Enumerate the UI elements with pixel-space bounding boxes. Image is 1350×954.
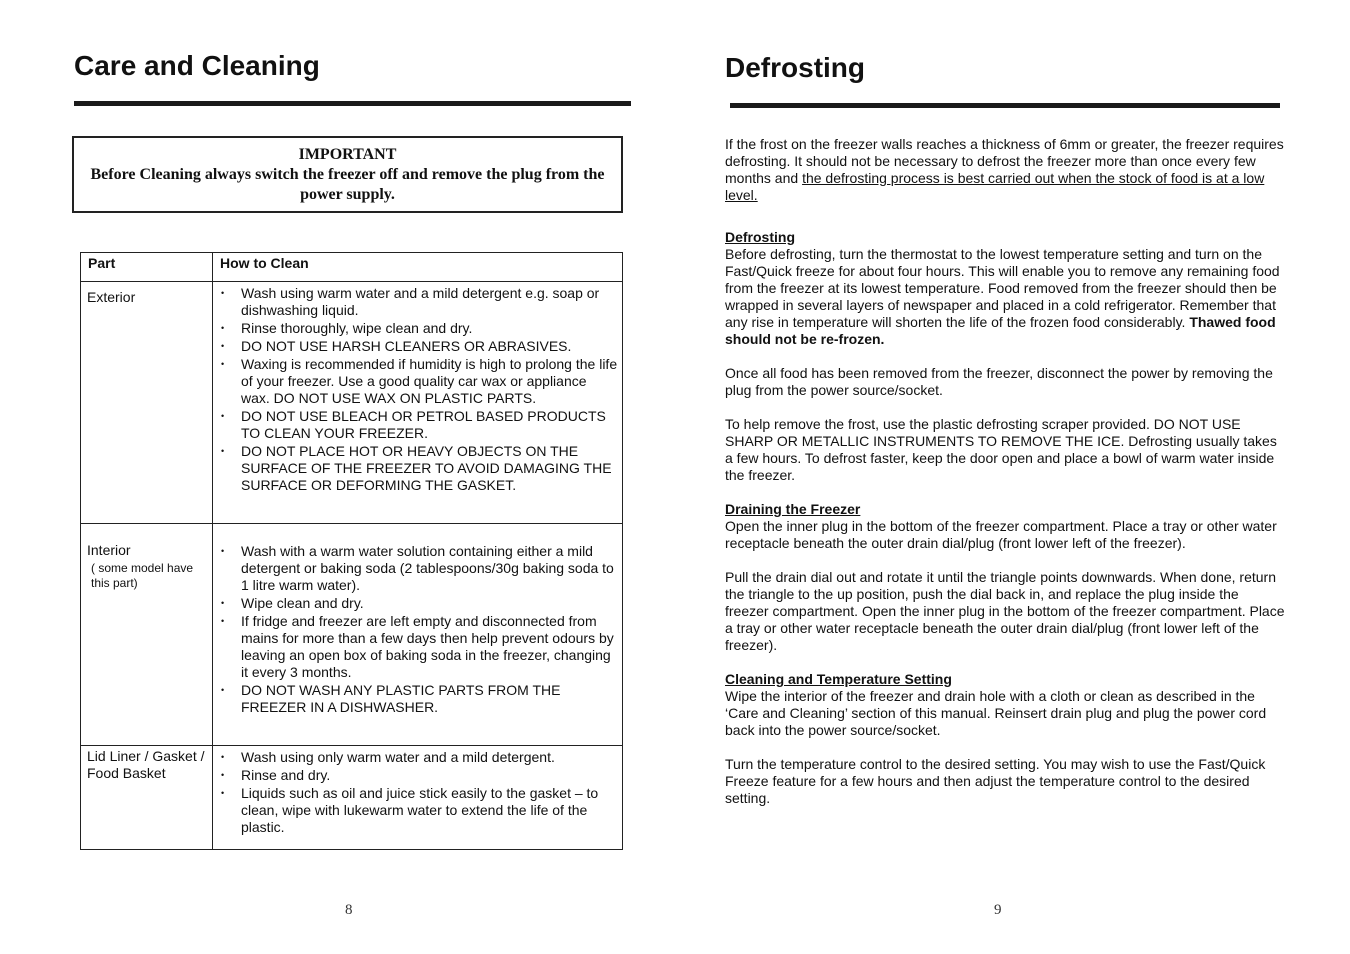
cleaning-table xyxy=(80,252,623,850)
part-name: Interior xyxy=(87,542,131,558)
part-note: ( some model have this part) xyxy=(91,561,194,590)
important-heading: IMPORTANT xyxy=(298,146,397,163)
section-heading: Cleaning and Temperature Setting xyxy=(725,671,952,687)
intro-underlined: the defrosting process is best carried out when the stock of food is at a low level. xyxy=(725,170,1265,203)
paragraph: Once all food has been removed from the freezer, disconnect the power by removing the plug from the power source/socket. xyxy=(725,365,1273,398)
important-notice xyxy=(72,136,623,213)
intro-paragraph xyxy=(725,136,1285,204)
section-text: Wipe the interior of the freezer and drain hole with a cloth or clean as described in the ‘Care and Cleaning’ section of this manual. Reinsert drain plug and plug the power cord back into the power source/socket. xyxy=(725,688,1267,738)
intro-text: If the frost on the freezer walls reaches a thickness of 6mm or greater, the freezer requires defrosting. It should not be necessary to defrost the freezer more than once every few months and xyxy=(725,136,1284,186)
part-cell xyxy=(81,282,213,524)
title-rule xyxy=(74,101,631,106)
cleaning-section xyxy=(725,671,1285,739)
part-cell xyxy=(81,746,213,850)
important-text: Before Cleaning always switch the freezer off and remove the plug from the power supply. xyxy=(90,166,605,203)
list-item: • Rinse and dry. xyxy=(219,767,618,784)
how-cell xyxy=(213,282,623,524)
page-number: 9 xyxy=(994,902,1002,918)
part-name: Exterior xyxy=(87,289,136,305)
how-cell xyxy=(213,746,623,850)
list-item: • Wash with a warm water solution containing either a mild detergent or baking soda (2 tablespoons/30g baking soda to 1 litre warm water). xyxy=(219,543,618,594)
paragraph: Pull the drain dial out and rotate it until the triangle points downwards. When done, return the triangle to the up position, push the dial back in, and replace the plug inside the freezer compartment. Open the inner plug in the bottom of the freezer compartment. Place a tray or other water receptacle beneath the outer drain dial/plug (front lower left of the freezer). xyxy=(725,569,1285,653)
paragraph: Turn the temperature control to the desired setting. You may wish to use the Fast/Quick Freeze feature for a few hours and then adjust the temperature control to the desired setting. xyxy=(725,756,1266,806)
section-text: Open the inner plug in the bottom of the freezer compartment. Place a tray or other water receptacle beneath the outer drain dial/plug (front lower left of the freezer). xyxy=(725,518,1277,551)
list-item: • Waxing is recommended if humidity is high to prolong the life of your freezer. Use a good quality car wax or appliance wax. DO NOT USE WAX ON PLASTIC PARTS. xyxy=(219,356,618,407)
section-heading: Defrosting xyxy=(725,229,795,245)
section-heading: Draining the Freezer xyxy=(725,501,861,517)
defrosting-section xyxy=(725,229,1285,348)
header-how-to-clean: How to Clean xyxy=(213,253,623,282)
page-number: 8 xyxy=(345,902,353,918)
how-cell xyxy=(213,524,623,746)
list-item: • Rinse thoroughly, wipe clean and dry. xyxy=(219,320,618,337)
draining-section xyxy=(725,501,1285,552)
table-row xyxy=(81,524,623,746)
list-item: • Liquids such as oil and juice stick easily to the gasket – to clean, wipe with lukewarm water to extend the life of the plastic. xyxy=(219,785,618,836)
list-item: • DO NOT PLACE HOT OR HEAVY OBJECTS ON THE SURFACE OF THE FREEZER TO AVOID DAMAGING THE SURFACE OR DEFORMING THE GASKET. xyxy=(219,443,618,494)
list-item: • Wash using warm water and a mild detergent e.g. soap or dishwashing liquid. xyxy=(219,285,618,319)
page-title: Care and Cleaning xyxy=(74,50,320,81)
defrosting-body xyxy=(725,136,1285,824)
list-item: • DO NOT WASH ANY PLASTIC PARTS FROM THE FREEZER IN A DISHWASHER. xyxy=(219,682,618,716)
table-row xyxy=(81,746,623,850)
table-row xyxy=(81,282,623,524)
section-bold-text: Thawed food should not be re-frozen. xyxy=(725,314,1276,347)
list-item: • DO NOT USE BLEACH OR PETROL BASED PRODUCTS TO CLEAN YOUR FREEZER. xyxy=(219,408,618,442)
paragraph: To help remove the frost, use the plastic defrosting scraper provided. DO NOT USE SHARP OR METALLIC INSTRUMENTS TO REMOVE THE ICE. Defrosting usually takes a few hours. To defrost faster, keep the door open and place a bowl of warm water inside the freezer. xyxy=(725,416,1277,483)
header-part: Part xyxy=(81,253,213,282)
page-title: Defrosting xyxy=(725,52,865,83)
part-cell xyxy=(81,524,213,746)
table-header-row xyxy=(81,253,623,282)
list-item: • Wash using only warm water and a mild detergent. xyxy=(219,749,618,766)
section-text: Before defrosting, turn the thermostat to the lowest temperature setting and turn on the Fast/Quick freeze for about four hours. This will enable you to remove any remaining food from the freezer at its lowest temperature. Food removed from the freezer should then be wrapped in several layers of newspaper and placed in a cold refrigerator. Remember that any rise in temperature will shorten the life of the frozen food considerably. xyxy=(725,246,1280,330)
list-item: • Wipe clean and dry. xyxy=(219,595,618,612)
title-rule xyxy=(730,103,1280,108)
list-item: • DO NOT USE HARSH CLEANERS OR ABRASIVES. xyxy=(219,338,618,355)
list-item: • If fridge and freezer are left empty and disconnected from mains for more than a few days then help prevent odours by leaving an open box of baking soda in the freezer, changing it every 3 months. xyxy=(219,613,618,681)
right-page xyxy=(675,0,1350,954)
part-name: Lid Liner / Gasket / Food Basket xyxy=(87,748,205,781)
